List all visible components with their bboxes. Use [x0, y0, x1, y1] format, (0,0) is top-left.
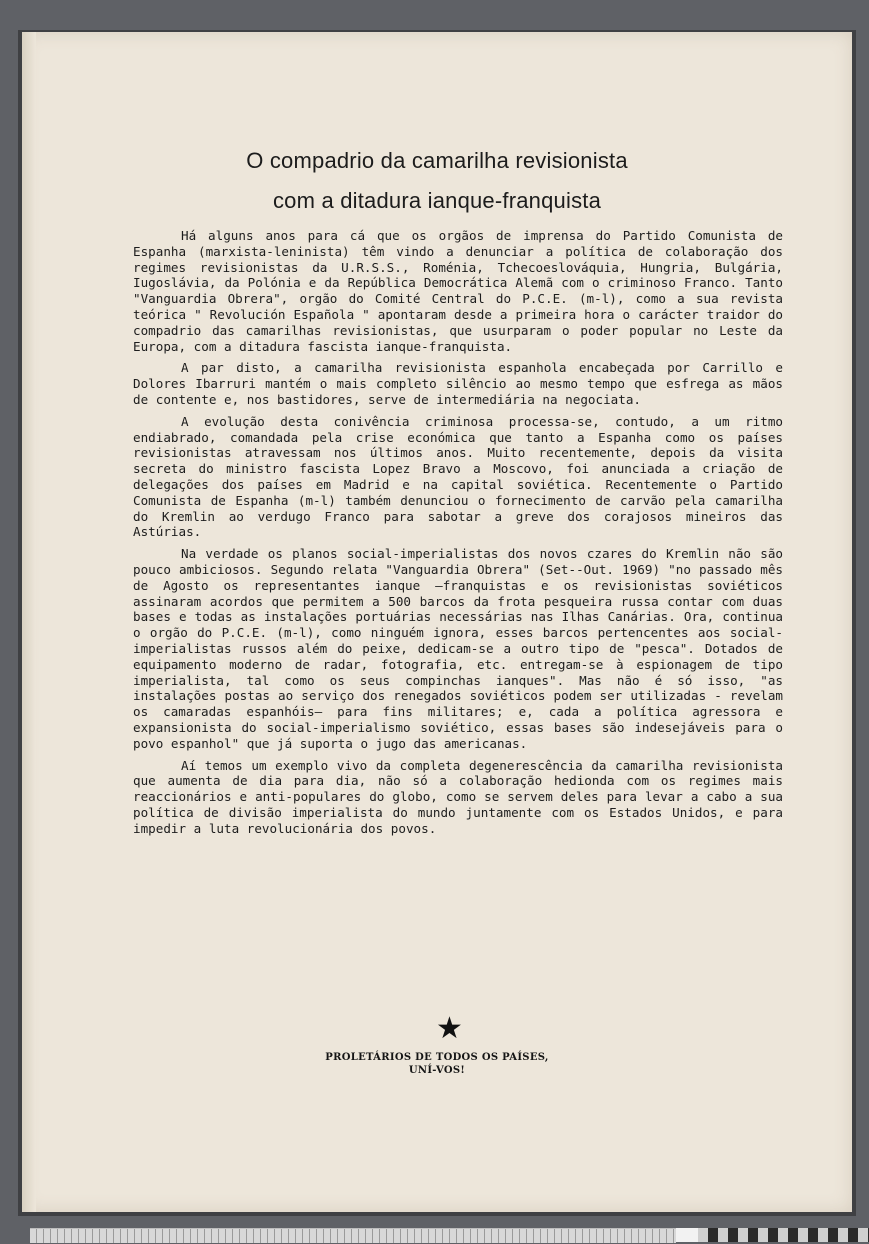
paragraph-3: A evolução desta conivência criminosa processa-se, contudo, a um ritmo endiabrado, comandada pela crise económica que tanto a Espanha como os países revisionistas atravessam nos últimos anos. Muito recentemente, depois da visita secreta do ministro fascista Lopez Bravo a Moscovo, foi anunciada a criação de delegações dos países em Madrid e na capital soviética. Recentemente o Partido Comunista de Espanha (m-l) também denunciou o fornecimento de carvão pela camarilha do Kremlin ao verdugo Franco para sabotar a greve dos corajosos mineiros das Astúrias.	[133, 413, 783, 540]
paragraph-1: Há alguns anos para cá que os orgãos de imprensa do Partido Comunista de Espanha (marxista-leninista) têm vindo a denunciar a política de colaboração dos regimes revisionistas da U.R.S.S., Roménia, Tchecoeslováquia, Hungria, Bulgária, Iugoslávia, da Polónia e da República Democrática Alemã com o criminoso Franco. Tanto "Vanguardia Obrera", orgão do Comité Central do P.C.E. (m-l), como a sua revista teórica " Revolución Española " apontaram desde a primeira hora o carácter traidor do compadrio das camarilhas revisionistas, que usurparam o poder popular no Leste da Europa, com a ditadura fascista ianque-franquista.	[133, 228, 783, 354]
paragraph-5: Aí temos um exemplo vivo da completa degenerescência da camarilha revisionista que aumenta de dia para dia, não só a colaboração hedionda com os regimes mais reaccionários e anti-populares do globo, como se servem deles para levar a cabo a sua política de divisão imperialista do mundo juntamente com os Estados Unidos, e para impedir a luta revolucionária dos povos.	[133, 757, 783, 836]
document-page	[22, 32, 852, 1212]
color-calibration-strip	[698, 1228, 869, 1242]
ruler-gap	[676, 1228, 698, 1242]
title-line-2: com a ditadura ianque-franquista	[272, 188, 602, 213]
star-icon: ★	[436, 1011, 463, 1046]
scale-ruler	[30, 1228, 676, 1243]
paragraph-4: Na verdade os planos social-imperialistas dos novos czares do Kremlin não são pouco ambiciosos. Segundo relata "Vanguardia Obrera" (Set--Out. 1969) "no passado mês de Agosto os representantes ianque —franquistas e os revisionistas soviéticos assinaram acordos que permitem a 500 barcos da frota pesqueira russa contar com duas bases e todas as instalações portuárias necessárias nas Ilhas Canárias. Ora, continua o orgão do P.C.E. (m-l), como ninguém ignora, esses barcos pertencentes aos social-imperialistas russos além do peixe, dedicam-se a outro tipo de "pesca". Dotados de equipamento moderno de radar, fotografia, etc. entregam-se à espionagem de tipo imperialista, tal como os seus compinchas ianques". Mas não é só isso, "as instalações postas ao serviço dos renegados soviéticos podem ser utilizadas - revelam os camaradas espanhóis— para fins militares; e, cada a política agressora e expansionista do social-imperialismo soviético, essas bases são indesejáveis para o povo espanhol" que já suporta o jugo das americanas.	[133, 546, 783, 751]
paragraph-2: A par disto, a camarilha revisionista espanhola encabeçada por Carrillo e Dolores Ibarruri mantém o mais completo silêncio ao mesmo tempo que esfrega as mãos de contente e, nos bastidores, serve de intermediária na negociata.	[133, 360, 783, 407]
slogan-line-2: UNÍ-VOS!	[408, 1065, 466, 1076]
article-body	[133, 228, 783, 842]
title-line-1: O compadrio da camarilha revisionista	[246, 148, 628, 173]
slogan-line-1: PROLETÁRIOS DE TODOS OS PAÍSES,	[325, 1052, 549, 1063]
